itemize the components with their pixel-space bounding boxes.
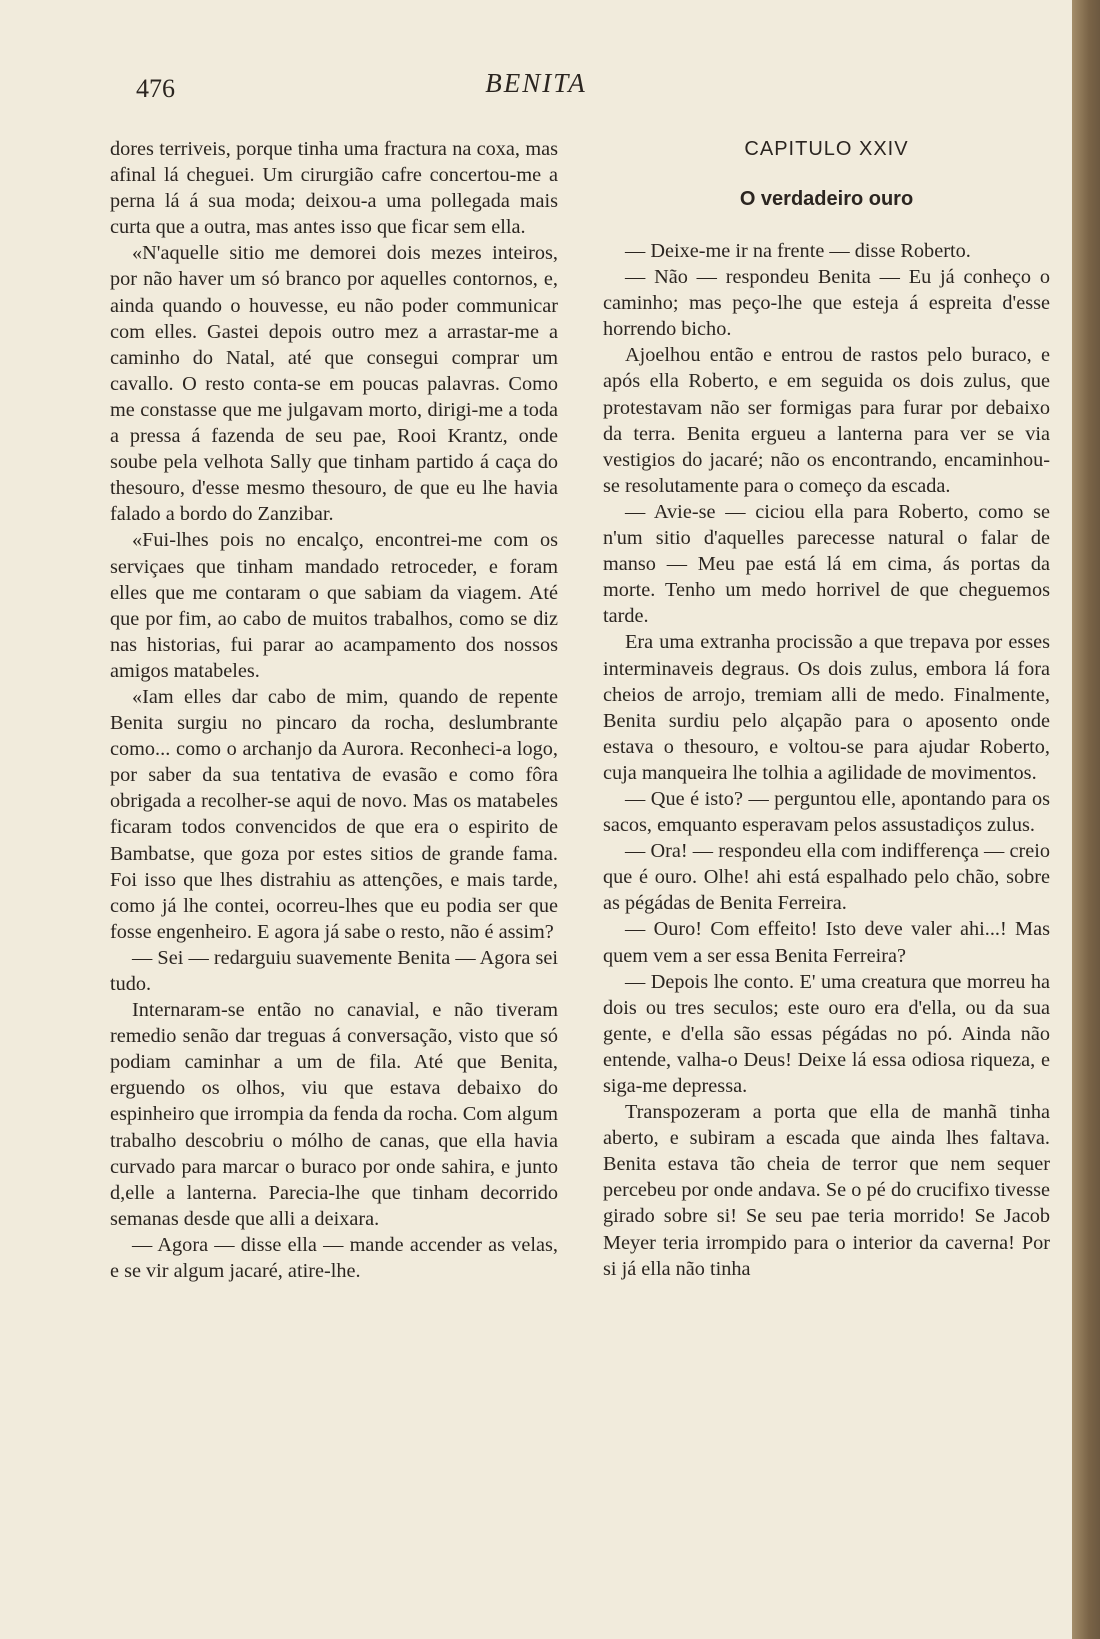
- right-column: [603, 136, 1050, 1282]
- chapter-heading: CAPITULO XXIV: [744, 138, 909, 160]
- paragraph: «N'aquelle sitio me demorei dois mezes inteiros, por não haver um só branco por aquelles contornos, e, ainda quando o houvesse, eu não poder communicar com elles. Gastei depois outro mez a arrastar-me a caminho do Natal, até que consegui comprar um cavallo. O resto conta-se em poucas palavras. Como me constasse que me julgavam morto, dirigi-me a toda a pressa á fazenda de seu pae, Rooi Krantz, onde soube pela velhota Sally que tinham partido á caça do thesouro, d'esse mesmo thesouro, de que eu lhe havia falado a bordo do Zanzibar.: [110, 242, 558, 526]
- paragraph: «Iam elles dar cabo de mim, quando de repente Benita surgiu no pincaro da rocha, deslumbrante como... como o archanjo da Aurora. Reconheci-a logo, por saber da sua tentativa de evasão e como fôra obrigada a recolher-se aqui de novo. Mas os matabeles ficaram todos convencidos de que era o espirito de Bambatse, que goza por estes sitios de grande fama. Foi isso que lhes distrahiu as attenções, e mais tarde, como já lhe contei, ocorreu-lhes que eu podia ser que fosse engenheiro. E agora já sabe o resto, não é assim?: [110, 685, 558, 943]
- paragraph: — Deixe-me ir na frente — disse Roberto.: [625, 240, 971, 262]
- paragraph: — Avie-se — ciciou ella para Roberto, como se n'um sitio d'aquelles parecesse natural o falar de manso — Meu pae está lá em cima, ás portas da morte. Tenho um medo horrivel de que cheguemos tarde.: [603, 500, 1050, 628]
- paragraph: Era uma extranha procissão a que trepava por esses interminaveis degraus. Os dois zulus, embora lá fora cheios de arrojo, tremiam alli de medo. Finalmente, Benita surdiu pelo alçapão para o aposento onde estava o thesouro, e voltou-se para ajudar Roberto, cuja manqueira lhe tolhia a agilidade de movimentos.: [603, 631, 1050, 784]
- chapter-title: O verdadeiro ouro: [739, 188, 914, 210]
- left-column: [110, 136, 558, 1284]
- running-title: BENITA: [485, 68, 587, 98]
- paragraph: — Não — respondeu Benita — Eu já conheço o caminho; mas peço-lhe que esteja á espreita d'esse horrendo bicho.: [603, 266, 1050, 341]
- paragraph: «Fui-lhes pois no encalço, encontrei-me com os serviçaes que tinham mandado retroceder, e foram elles que me contaram o que sabiam da viagem. Até que por fim, ao cabo de muitos trabalhos, como se diz nas historias, fui parar ao acampamento dos nossos amigos matabeles.: [110, 529, 558, 682]
- paragraph: — Que é isto? — perguntou elle, apontando para os sacos, emquanto esperavam pelos assustadiços zulus.: [603, 787, 1050, 837]
- paragraph: — Agora — disse ella — mande accender as velas, e se vir algum jacaré, atire-lhe.: [110, 1233, 558, 1283]
- paragraph: dores terriveis, porque tinha uma fractura na coxa, mas afinal lá cheguei. Um cirurgião cafre concertou-me a perna lá á sua moda; deixou-a uma pollegada mais curta que a outra, mas antes isso que ficar sem ella.: [110, 138, 558, 239]
- paragraph: — Ouro! Com effeito! Isto deve valer ahi...! Mas quem vem a ser essa Benita Ferreira?: [603, 918, 1050, 967]
- paragraph: Ajoelhou então e entrou de rastos pelo buraco, e após ella Roberto, e em seguida os dois zulus, que protestavam não ser formigas para furar por debaixo da terra. Benita ergueu a lanterna para ver se via vestigios do jacaré; não os encontrando, encaminhou-se resolutamente para o começo da escada.: [603, 344, 1050, 497]
- paragraph: — Depois lhe conto. E' uma creatura que morreu ha dois ou tres seculos; este ouro era d'ella, ou da sua gente, e d'ella são essas pégádas no pó. Ainda não entende, valha-o Deus! Deixe lá essa odiosa riqueza, e siga-me depressa.: [603, 970, 1050, 1097]
- paragraph: Internaram-se então no canavial, e não tiveram remedio senão dar treguas á conversação, visto que só podiam caminhar a um de fila. Até que Benita, erguendo os olhos, viu que estava debaixo do espinheiro que irrompia da fenda da rocha. Com algum trabalho descobriu o mólho de canas, que ella havia curvado para marcar o buraco por onde sahira, e junto d,elle a lanterna. Parecia-lhe que tinham decorrido semanas desde que alli a deixara.: [110, 999, 558, 1230]
- paragraph: — Sei — redarguiu suavemente Benita — Agora sei tudo.: [110, 946, 558, 995]
- page-edge-shadow: [1072, 0, 1100, 1639]
- page-number: 476: [136, 74, 175, 103]
- paragraph: Transpozeram a porta que ella de manhã tinha aberto, e subiram a escada que ainda lhes faltava. Benita estava tão cheia de terror que nem sequer percebeu por onde andava. Se o pé do crucifixo tivesse girado sobre si! Se seu pae teria morrido! Se Jacob Meyer teria irrompido para o interior da caverna! Por si já ella não tinha: [603, 1101, 1050, 1280]
- paragraph: — Ora! — respondeu ella com indifferença — creio que é ouro. Olhe! ahi está espalhado pelo chão, sobre as pégádas de Benita Ferreira.: [603, 840, 1050, 915]
